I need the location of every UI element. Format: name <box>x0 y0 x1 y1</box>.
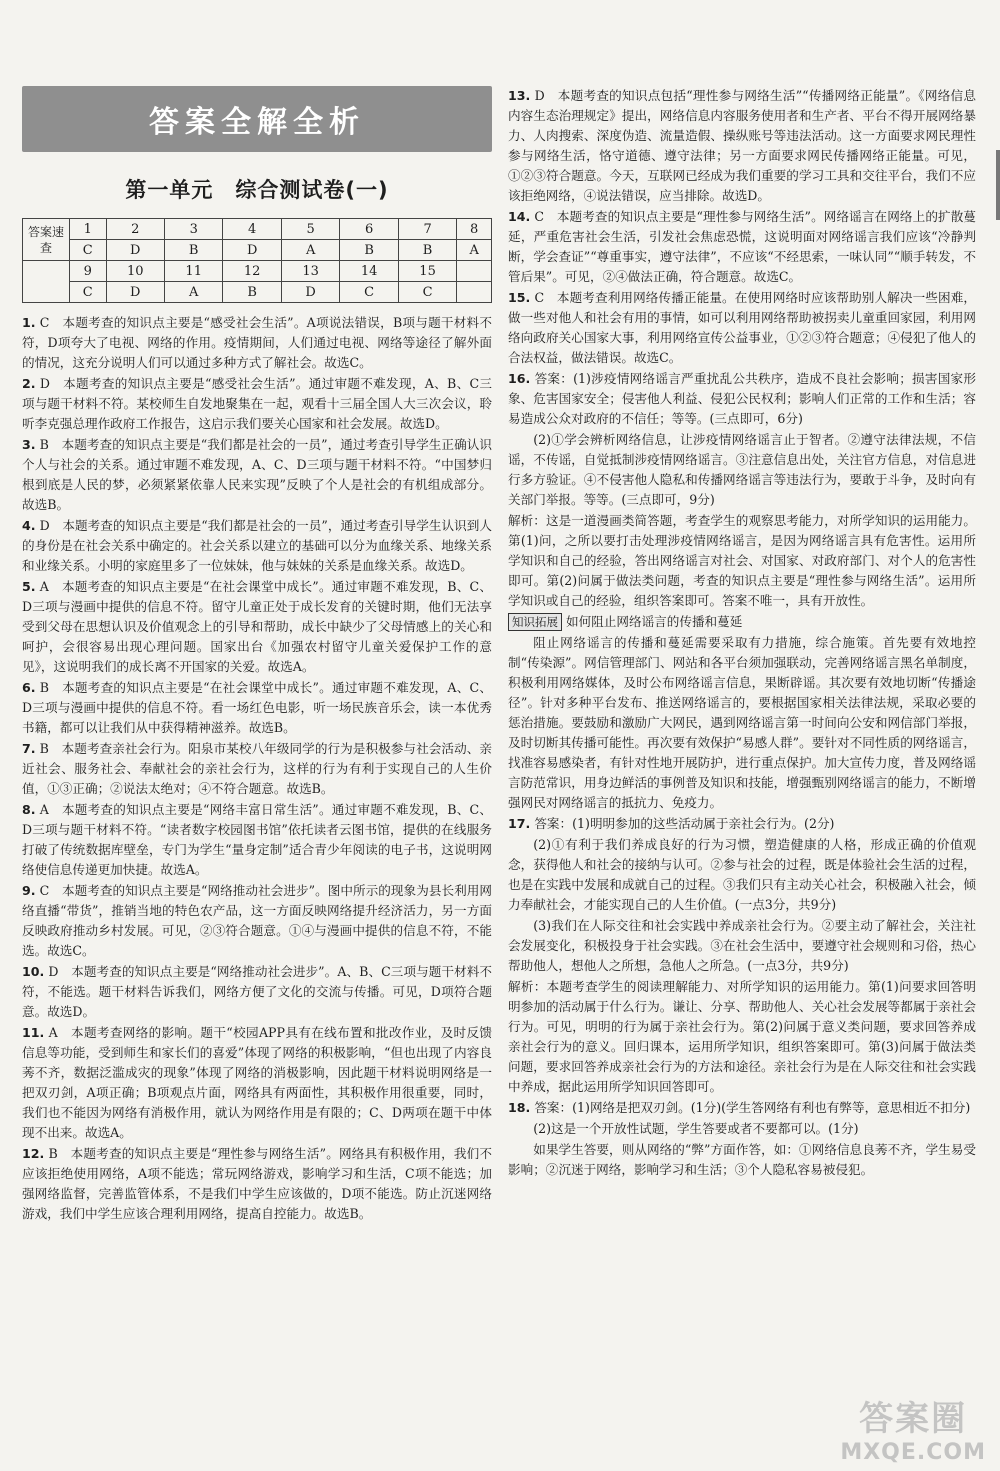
answer-item <box>508 977 976 1097</box>
answer-text: B 本题考查的知识点主要是“在社会课堂中成长”。通过审题不难发现，A、C、D三项与漫画中提供的信息不符。看一场红色电影，听一场民族音乐会，读一本优秀书籍，都可以让我们从中获得精神滋养。故选B。 <box>22 680 492 735</box>
answer-text: (2)①有利于我们养成良好的行为习惯，塑造健康的人格，形成正确的价值观念，获得他人和社会的接纳与认可。②参与社会的过程，既是体验社会生活的过程，也是在实践中发展和成就自己的过程。③我们只有主动关心社会，积极融入社会，倾力奉献社会，才能实现自己的人生价值。(一点3分，共9分) <box>508 837 976 912</box>
watermark-top: 答案圈 <box>859 1399 968 1439</box>
answer-text: 阻止网络谣言的传播和蔓延需要采取有力措施，综合施策。首先要有效地控制“传染源”。网信管理部门、网站和各平台须加强联动，完善网络谣言黑名单制度，积极利用网络媒体，及时公布网络谣言信息，果断辟谣。其次要有效地切断“传播途径”。针对多种平台发布、推送网络谣言的，要根据国家相关法律法规，采取必要的惩治措施。要鼓励和激励广大网民，遇到网络谣言第一时间向公安和网信部门举报，及时切断其传播可能性。再次要有效保护“易感人群”。要针对不同性质的网络谣言，找准容易感染者，有针对性地开展防护，进行重点保护。加大宣传力度，普及网络谣言防范常识，用身边鲜活的事例普及知识和技能，增强甄别网络谣言的能力，不断增强网民对网络谣言的抵抗力、免疫力。 <box>508 635 976 810</box>
table-cell: 2 <box>106 219 164 240</box>
table-cell: A <box>164 282 222 303</box>
table-cell: 4 <box>223 219 281 240</box>
answer-item <box>508 814 976 834</box>
answer-item <box>22 800 492 880</box>
table-cell: 7 <box>398 219 456 240</box>
table-cell: 10 <box>106 261 164 282</box>
question-number: 4. <box>22 518 36 533</box>
table-cell: D <box>223 240 281 261</box>
table-cell: 11 <box>164 261 222 282</box>
answer-item <box>508 1098 976 1118</box>
answer-item <box>508 1119 976 1139</box>
question-number: 13. <box>508 88 531 103</box>
table-cell: C <box>70 240 107 261</box>
answer-item <box>22 739 492 799</box>
question-number: 7. <box>22 741 36 756</box>
answer-key-label-blank <box>23 261 70 303</box>
table-cell: 14 <box>340 261 398 282</box>
question-number: 3. <box>22 437 36 452</box>
answer-item <box>508 835 976 915</box>
answer-item <box>508 430 976 510</box>
answer-item <box>22 313 492 373</box>
answer-text: A 本题考查的知识点主要是“网络丰富日常生活”。通过审题不难发现，B、C、D三项与题干材料不符。“读者数字校园图书馆”依托读者云图书馆，提供的在线服务打破了传统数据库壁垒，专门为学生“量身定制”适合青少年阅读的电子书，这说明网络使信息传递更加快捷。故选A。 <box>22 802 492 877</box>
table-cell: 15 <box>398 261 456 282</box>
answer-item <box>508 207 976 287</box>
question-number: 14. <box>508 209 531 224</box>
answer-item <box>22 577 492 677</box>
question-number: 2. <box>22 376 36 391</box>
answer-text: C 本题考查的知识点主要是“感受社会生活”。A项说法错误，B项与题干材料不符，D项夸大了电视、网络的作用。疫情期间，人们通过电视、网络等途径了解外面的情况，这充分说明人们可以通过多种方式了解社会。故选C。 <box>22 315 492 370</box>
answer-text: 解析：这是一道漫画类简答题，考查学生的观察思考能力，对所学知识的运用能力。第(1)问，之所以要打击处理涉疫情网络谣言，是因为网络谣言具有危害性。运用所学知识和自己的经验，答出网络谣言对社会、对国家、对政府部门、对个人的危害性即可。第(2)问属于做法类问题，考查的知识点主要是“理性参与网络生活”。运用所学知识或自己的经验，组织答案即可。答案不唯一，具有开放性。 <box>508 513 976 608</box>
table-cell: 5 <box>281 219 339 240</box>
answer-text: D 本题考查的知识点主要是“网络推动社会进步”。A、B、C三项与题干材料不符，不能选。题干材料告诉我们，网络方便了文化的交流与传播。可见，D项符合题意。故选D。 <box>22 964 492 1019</box>
answer-text: 答案：(1)网络是把双刃剑。(1分)(学生答网络有利也有弊等，意思相近不扣分) <box>534 1100 971 1115</box>
answer-item <box>508 633 976 813</box>
question-number: 10. <box>22 964 45 979</box>
right-column <box>508 86 976 1181</box>
table-cell: B <box>340 240 398 261</box>
answer-text: A 本题考查网络的影响。题干“校园APP具有在线布置和批改作业，及时反馈信息等功能，受到师生和家长们的喜爱”体现了网络的积极影响，“但也出现了内容良莠不齐，数据泛滥成灾的现象”体现了网络的消极影响，因此题干材料说明网络是一把双刃剑，A项正确；B项观点片面，网络具有两面性，其积极作用很重要，同时，我们也不能因为网络有消极作用，就认为网络作用是有限的；C、D两项在题干中体现不出来。故选A。 <box>22 1025 492 1140</box>
question-number: 6. <box>22 680 36 695</box>
answer-item <box>22 516 492 576</box>
answer-item <box>508 916 976 976</box>
answer-item <box>22 1144 492 1224</box>
answer-item <box>508 1140 976 1180</box>
answer-item <box>22 881 492 961</box>
answer-item <box>508 86 976 206</box>
table-cell <box>457 282 492 303</box>
answer-item <box>22 678 492 738</box>
table-cell: 3 <box>164 219 222 240</box>
question-number: 11. <box>22 1025 45 1040</box>
table-row <box>23 240 492 261</box>
answer-item <box>22 374 492 434</box>
question-number: 1. <box>22 315 36 330</box>
answer-key-label: 答案速查 <box>23 219 70 261</box>
table-cell: D <box>106 282 164 303</box>
answer-text: A 本题考查的知识点主要是“在社会课堂中成长”。通过审题不难发现，B、C、D三项与漫画中提供的信息不符。留守儿童正处于成长发育的关键时期，他们无法享受到父母在思想认识及价值观念上的引导和帮助，成长中缺少了父母情感上的关心和呵护，会很容易出现心理问题。国家出台《加强农村留守儿童关爱保护工作的意见》，这说明我们的成长离不开国家的关爱。故选A。 <box>22 579 492 674</box>
answer-item <box>22 962 492 1022</box>
table-cell: D <box>106 240 164 261</box>
question-number: 15. <box>508 290 531 305</box>
table-cell: 6 <box>340 219 398 240</box>
watermark-bottom: MXQE.COM <box>840 1440 986 1465</box>
table-cell: 8 <box>457 219 492 240</box>
left-answer-list <box>22 313 492 1224</box>
answer-text: B 本题考查的知识点主要是“理性参与网络生活”。网络具有积极作用，我们不应该拒绝使用网络，A项不能选；常玩网络游戏，影响学习和生活，C项不能选；加强网络监督，完善监管体系，不是我们中学生应该做的，D项不能选。防止沉迷网络游戏，我们中学生应该合理利用网络，提高自控能力。故选B。 <box>22 1146 492 1221</box>
answer-text: (3)我们在人际交往和社会实践中养成亲社会行为。②要主动了解社会，关注社会发展变化，积极投身于社会实践。③在社会生活中，要遵守社会规则和习俗，热心帮助他人，想他人之所想，急他人之所急。(一点3分，共9分) <box>508 918 976 973</box>
table-cell: 12 <box>223 261 281 282</box>
table-cell: C <box>340 282 398 303</box>
table-cell: C <box>70 282 107 303</box>
question-number: 5. <box>22 579 36 594</box>
question-number: 9. <box>22 883 36 898</box>
answer-item <box>22 435 492 515</box>
answer-text: D 本题考查的知识点主要是“感受社会生活”。通过审题不难发现，A、B、C三项与题干材料不符。某校师生自发地聚集在一起，观看十三届全国人大三次会议，聆听李克强总理作政府工作报告，这启示我们要关心国家和社会发展。故选D。 <box>22 376 492 431</box>
answer-text: D 本题考查的知识点主要是“我们都是社会的一员”，通过考查引导学生认识到人的身份是在社会关系中确定的。社会关系以建立的基础可以分为血缘关系、地缘关系和业缘关系。小明的家庭里多了一位妹妹，他与妹妹的关系是血缘关系。故选D。 <box>22 518 492 573</box>
question-number: 12. <box>22 1146 45 1161</box>
table-row <box>23 219 492 240</box>
table-cell: B <box>398 240 456 261</box>
table-cell: B <box>223 282 281 303</box>
question-number: 18. <box>508 1100 531 1115</box>
watermark-logo <box>840 1391 986 1465</box>
table-row <box>23 282 492 303</box>
question-number: 17. <box>508 816 531 831</box>
table-cell: A <box>457 240 492 261</box>
table-cell: D <box>281 282 339 303</box>
table-row <box>23 261 492 282</box>
answer-text: 如何阻止网络谣言的传播和蔓延 <box>566 614 743 629</box>
answer-key-table <box>22 218 492 303</box>
answer-item <box>508 369 976 429</box>
table-cell: 13 <box>281 261 339 282</box>
answer-text: 如果学生答要，则从网络的“弊”方面作答，如：①网络信息良莠不齐，学生易受影响；②沉迷于网络，影响学习和生活；③个人隐私容易被侵犯。 <box>508 1142 976 1177</box>
knowledge-tag: 知识拓展 <box>508 613 562 631</box>
table-cell: A <box>281 240 339 261</box>
table-cell <box>457 261 492 282</box>
left-column <box>22 86 492 1225</box>
answer-text: (2)①学会辨析网络信息，让涉疫情网络谣言止于智者。②遵守法律法规，不信谣，不传谣，自觉抵制涉疫情网络谣言。③注意信息出处，关注官方信息，对信息进行多方验证。④不侵害他人隐私和传播网络谣言等违法行为，要敢于斗争，及时向有关部门举报。等等。(三点即可，9分) <box>508 432 976 507</box>
question-number: 8. <box>22 802 36 817</box>
question-number: 16. <box>508 371 531 386</box>
answer-item <box>508 288 976 368</box>
answer-text: B 本题考查的知识点主要是“我们都是社会的一员”，通过考查引导学生正确认识个人与社会的关系。通过审题不难发现，A、C、D三项与题干材料不符。“中国梦归根到底是人民的梦，必须紧紧依靠人民来实现”反映了个人是社会的有机组成部分。故选B。 <box>22 437 492 512</box>
answer-text: B 本题考查亲社会行为。阳泉市某校八年级同学的行为是积极参与社会活动、亲近社会、服务社会、奉献社会的亲社会行为，这样的行为有利于实现自己的人生价值，①③正确；②说法太绝对；④不符合题意。故选B。 <box>22 741 492 796</box>
answer-item <box>508 511 976 611</box>
table-cell: 1 <box>70 219 107 240</box>
answer-item <box>508 612 976 632</box>
page-edge-marker <box>996 150 1000 220</box>
right-answer-list <box>508 86 976 1180</box>
answer-text: 解析：本题考查学生的阅读理解能力、对所学知识的运用能力。第(1)问要求回答明明参加的活动属于什么行为。谦让、分享、帮助他人、关心社会发展等都属于亲社会行为。可见，明明的行为属于亲社会行为。第(2)问属于意义类问题，要求回答养成亲社会行为的意义。回归课本，运用所学知识，组织答案即可。第(3)问属于做法类问题，要求回答养成亲社会行为的方法和途径。亲社会行为是在人际交往和社会实践中养成，据此运用所学知识回答即可。 <box>508 979 976 1094</box>
section-banner: 答案全解全析 <box>22 86 492 152</box>
answer-text: 答案：(1)涉疫情网络谣言严重扰乱公共秩序，造成不良社会影响；损害国家形象、危害国家安全；侵害他人利益、侵犯公民权利；影响人们正常的工作和生活；容易造成公众对政府的不信任；等等。(三点即可，6分) <box>508 371 976 426</box>
answer-text: (2)这是一个开放性试题，学生答要或者不要都可以。(1分) <box>533 1121 859 1136</box>
table-cell: 9 <box>70 261 107 282</box>
unit-title: 第一单元 综合测试卷(一) <box>125 178 389 202</box>
table-cell: C <box>398 282 456 303</box>
answer-text: C 本题考查的知识点主要是“理性参与网络生活”。网络谣言在网络上的扩散蔓延，严重危害社会生活，引发社会焦虑恐慌，这说明面对网络谣言我们应该“冷静判断，学会查证”“尊重事实，遵守法律”，不应该“不经思索，一味认同”“顺手转发，不管后果”。可见，②④做法正确，符合题意。故选C。 <box>508 209 976 284</box>
answer-text: C 本题考查的知识点主要是“网络推动社会进步”。图中所示的现象为县长利用网络直播“带货”，推销当地的特色农产品，这一方面反映网络提升经济活力，另一方面反映政府推动乡村发展。可见，②③符合题意。①④与漫画中提供的信息不符，不能选。故选C。 <box>22 883 492 958</box>
answer-item <box>22 1023 492 1143</box>
answer-text: C 本题考查利用网络传播正能量。在使用网络时应该帮助别人解决一些困难，做一些对他人和社会有用的事情，如可以利用网络帮助被拐卖儿童重回家园，利用网络向政府关心国家大事，利用网络宣传公益事业，①②③符合题意；④侵犯了他人的合法权益，做法错误。故选C。 <box>508 290 976 365</box>
answer-text: D 本题考查的知识点包括“理性参与网络生活”“传播网络正能量”。《网络信息内容生态治理规定》提出，网络信息内容服务使用者和生产者、平台不得开展网络暴力、人肉搜索、深度伪造、流量造假、操纵账号等违法活动。这一方面要求网民理性参与网络生活，恪守道德、遵守法律；另一方面要求网民传播网络正能量。可见，①②③符合题意。今天，互联网已经成为我们重要的学习工具和交往平台，我们不应该拒绝网络，④说法错误，应当排除。故选D。 <box>508 88 976 203</box>
answer-text: 答案：(1)明明参加的这些活动属于亲社会行为。(2分) <box>534 816 835 831</box>
table-cell: B <box>164 240 222 261</box>
